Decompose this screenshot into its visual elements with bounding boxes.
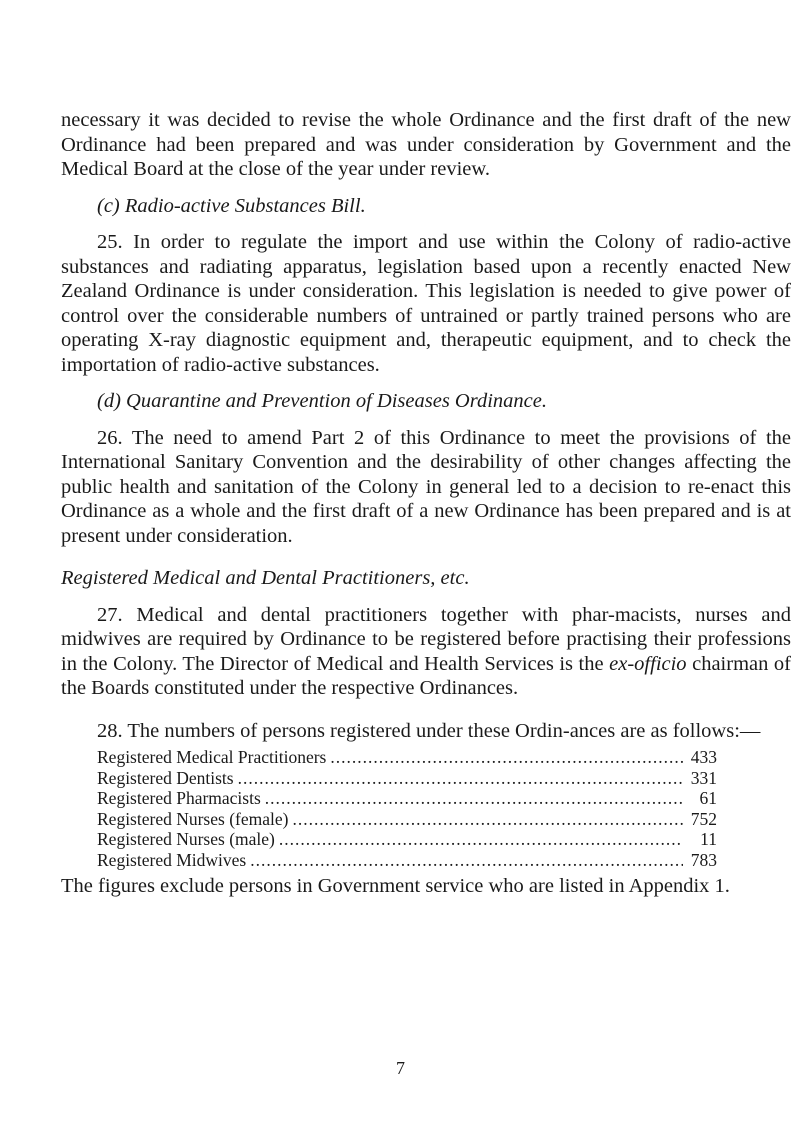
paragraph-closing: The figures exclude persons in Government service who are listed in Appendix 1. [61,875,730,897]
row-count: 433 [690,747,717,767]
row-label: Registered Medical Practitioners [97,747,327,767]
row-label: Registered Pharmacists [97,788,261,808]
paragraph-28: 28. The numbers of persons registered under these Ordin-ances are as follows:— [97,719,761,742]
paragraph-27 [61,603,791,701]
document-page [61,108,791,899]
row-count: 752 [690,808,717,829]
table-row [97,788,717,809]
leader-dots [250,850,683,871]
page-number: 7 [396,1058,405,1078]
row-count: 11 [700,829,717,849]
registrations-table [97,747,717,870]
heading-radio-active-bill: (c) Radio-active Substances Bill. [97,194,366,217]
paragraph-27-text-end: chairman of the Boards constituted under the respective Ordinances. [61,652,791,699]
row-count: 331 [690,767,717,788]
paragraph-27-text-start: 27. Medical and dental practitioners together with phar-macists, nurses and midwives are required by Ordinance to be registered before practising their professions in the Colony. The Director of Medical and Health Services is the [61,603,791,675]
table-row [97,747,717,768]
paragraph-25: 25. In order to regulate the import and use within the Colony of radio-active substances and radiating apparatus, legislation based upon a recently enacted New Zealand Ordinance is under consideration. This legislation is needed to give power of control over the considerable numbers of untrained or partly trained persons who are operating X-ray diagnostic equipment and, therapeutic equipment, and to check the importation of radio-active substances. [61,231,791,376]
paragraph-continued: necessary it was decided to revise the whole Ordinance and the first draft of the new Ordinance had been prepared and was under consideration by Government and the Medical Board at the close of the year under review. [61,109,791,180]
table-row [97,850,717,871]
row-label: Registered Dentists [97,767,234,788]
heading-registered-practitioners: Registered Medical and Dental Practitioners, etc. [61,567,470,589]
leader-dots [279,829,683,850]
leader-dots [265,788,683,809]
leader-dots [238,768,683,789]
paragraph-27-italic-term: ex-officio [609,652,687,675]
table-row [97,768,717,789]
row-label: Registered Nurses (female) [97,808,289,829]
table-row [97,829,717,850]
paragraph-26: 26. The need to amend Part 2 of this Ordinance to meet the provisions of the International Sanitary Convention and the desirability of other changes affecting the public health and sanitation of the Colony in general led to a decision to re-enact this Ordinance as a whole and the first draft of a new Ordinance has been prepared and is at present under consideration. [61,426,791,547]
row-count: 61 [699,788,717,808]
row-label: Registered Midwives [97,849,247,870]
table-row [97,809,717,830]
row-count: 783 [690,849,717,870]
leader-dots [292,809,683,830]
row-label: Registered Nurses (male) [97,829,275,849]
leader-dots [330,747,683,768]
heading-quarantine-ordinance: (d) Quarantine and Prevention of Diseases Ordinance. [97,390,547,412]
